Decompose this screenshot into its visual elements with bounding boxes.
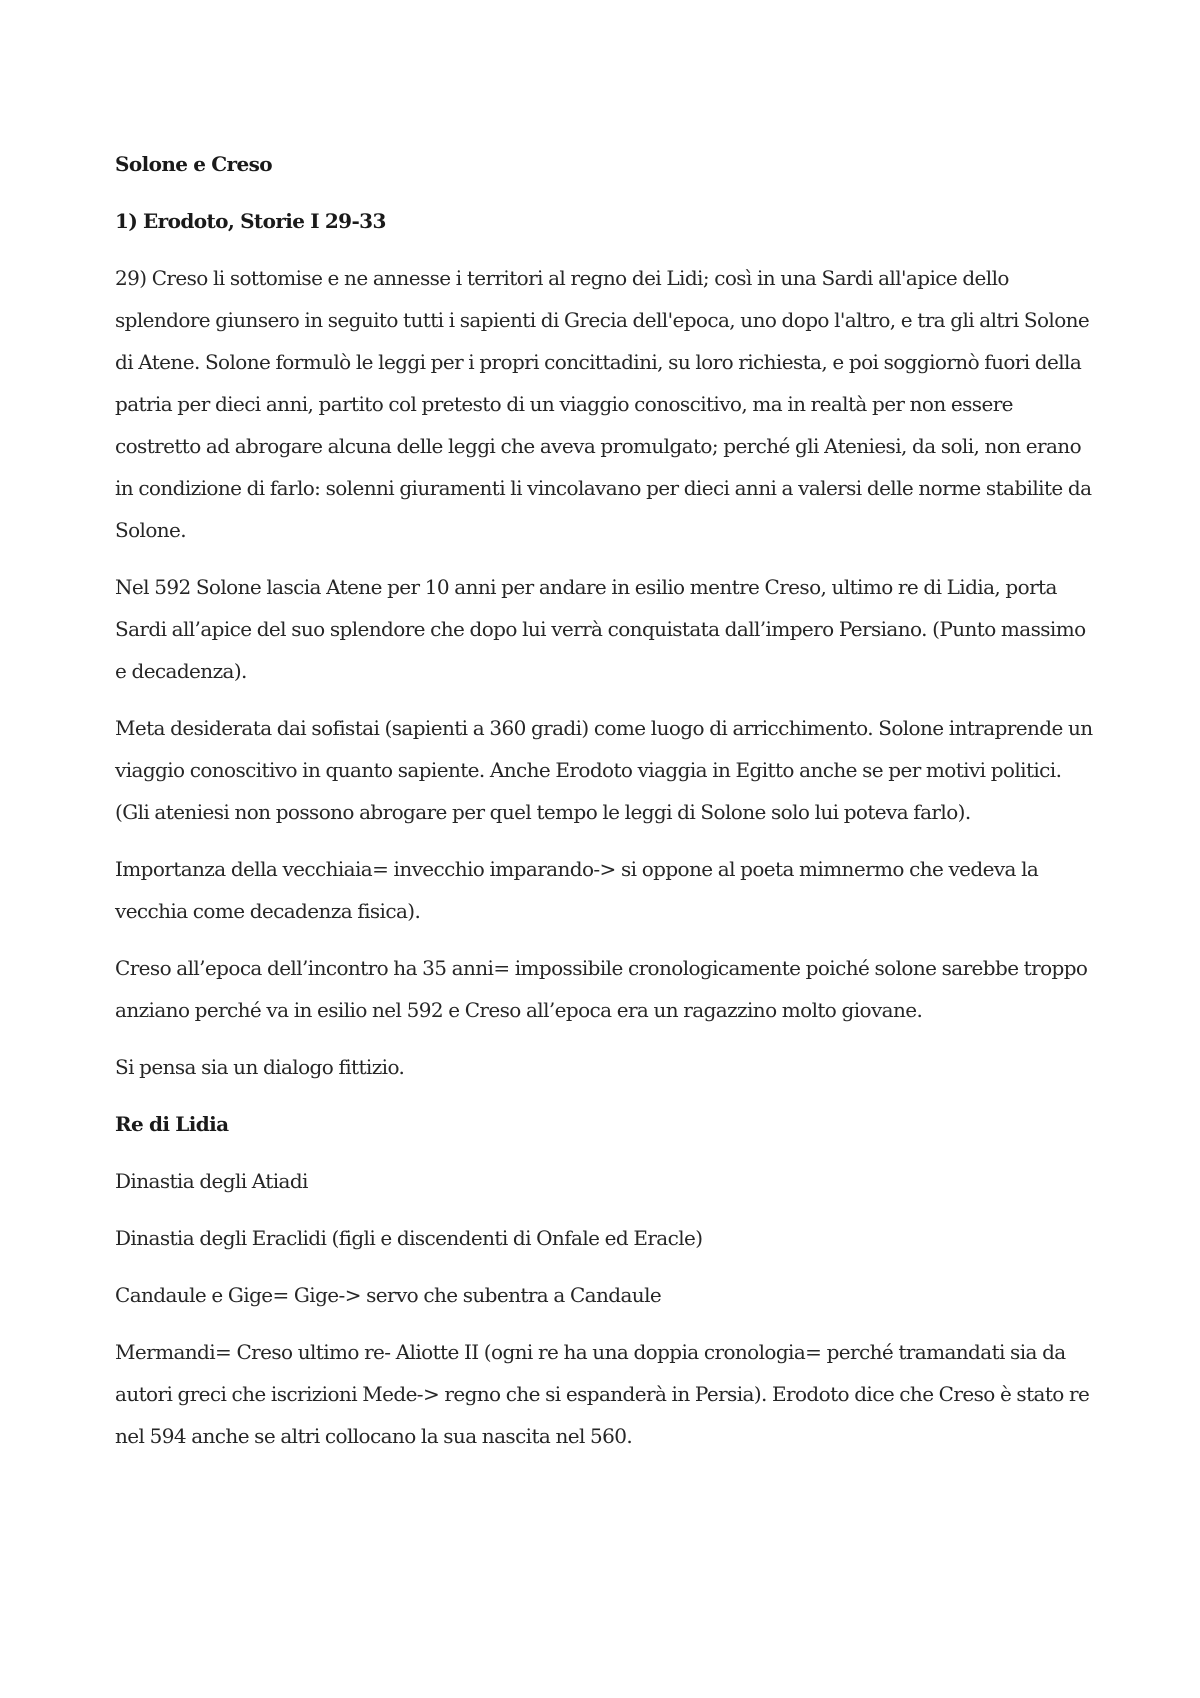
paragraph-dialogo-fittizio: Si pensa sia un dialogo fittizio. bbox=[115, 1055, 405, 1079]
paragraph-meta-sofistai: Meta desiderata dai sofistai (sapienti a 360 gradi) come luogo di arricchimento. Solone intraprende un viaggio conoscitivo in quanto sapiente. Anche Erodoto viaggia in Egitto anche se per motivi politici. (Gli ateniesi non possono abrogare per quel tempo le leggi di Solone solo lui poteva farlo). bbox=[115, 716, 1093, 824]
paragraph-mermandi: Mermandi= Creso ultimo re- Aliotte II (ogni re ha una doppia cronologia= perché tramandati sia da autori greci che iscrizioni Mede-> regno che si espanderà in Persia). Erodoto dice che Creso è stato re nel 594 anche se altri collocano la sua nascita nel 560. bbox=[115, 1340, 1090, 1448]
paragraph-eraclidi: Dinastia degli Eraclidi (figli e discendenti di Onfale ed Eracle) bbox=[115, 1226, 703, 1250]
paragraph-cronologia: Creso all’epoca dell’incontro ha 35 anni= impossibile cronologicamente poiché solone sarebbe troppo anziano perché va in esilio nel 592 e Creso all’epoca era un ragazzino molto giovane. bbox=[115, 956, 1088, 1022]
paragraph-candaule-gige: Candaule e Gige= Gige-> servo che subentra a Candaule bbox=[115, 1283, 662, 1307]
document-title: Solone e Creso bbox=[115, 152, 273, 176]
section-heading-re-di-lidia: Re di Lidia bbox=[115, 1112, 229, 1136]
paragraph-solone-esilio: Nel 592 Solone lascia Atene per 10 anni per andare in esilio mentre Creso, ultimo re di Lidia, porta Sardi all’apice del suo splendore che dopo lui verrà conquistata dall’impero Persiano. (Punto massimo e decadenza). bbox=[115, 575, 1086, 683]
document-body bbox=[115, 143, 1095, 1472]
paragraph-vecchiaia: Importanza della vecchiaia= invecchio imparando-> si oppone al poeta mimnermo che vedeva la vecchia come decadenza fisica). bbox=[115, 857, 1039, 923]
paragraph-erodoto-quote: 29) Creso li sottomise e ne annesse i territori al regno dei Lidi; così in una Sardi all'apice dello splendore giunsero in seguito tutti i sapienti di Grecia dell'epoca, uno dopo l'altro, e tra gli altri Solone di Atene. Solone formulò le leggi per i propri concittadini, su loro richiesta, e poi soggiornò fuori della patria per dieci anni, partito col pretesto di un viaggio conoscitivo, ma in realtà per non essere costretto ad abrogare alcuna delle leggi che aveva promulgato; perché gli Ateniesi, da soli, non erano in condizione di farlo: solenni giuramenti li vincolavano per dieci anni a valersi delle norme stabilite da Solone. bbox=[115, 266, 1092, 542]
paragraph-atiadi: Dinastia degli Atiadi bbox=[115, 1169, 308, 1193]
section-heading-erodoto: 1) Erodoto, Storie I 29-33 bbox=[115, 209, 386, 233]
